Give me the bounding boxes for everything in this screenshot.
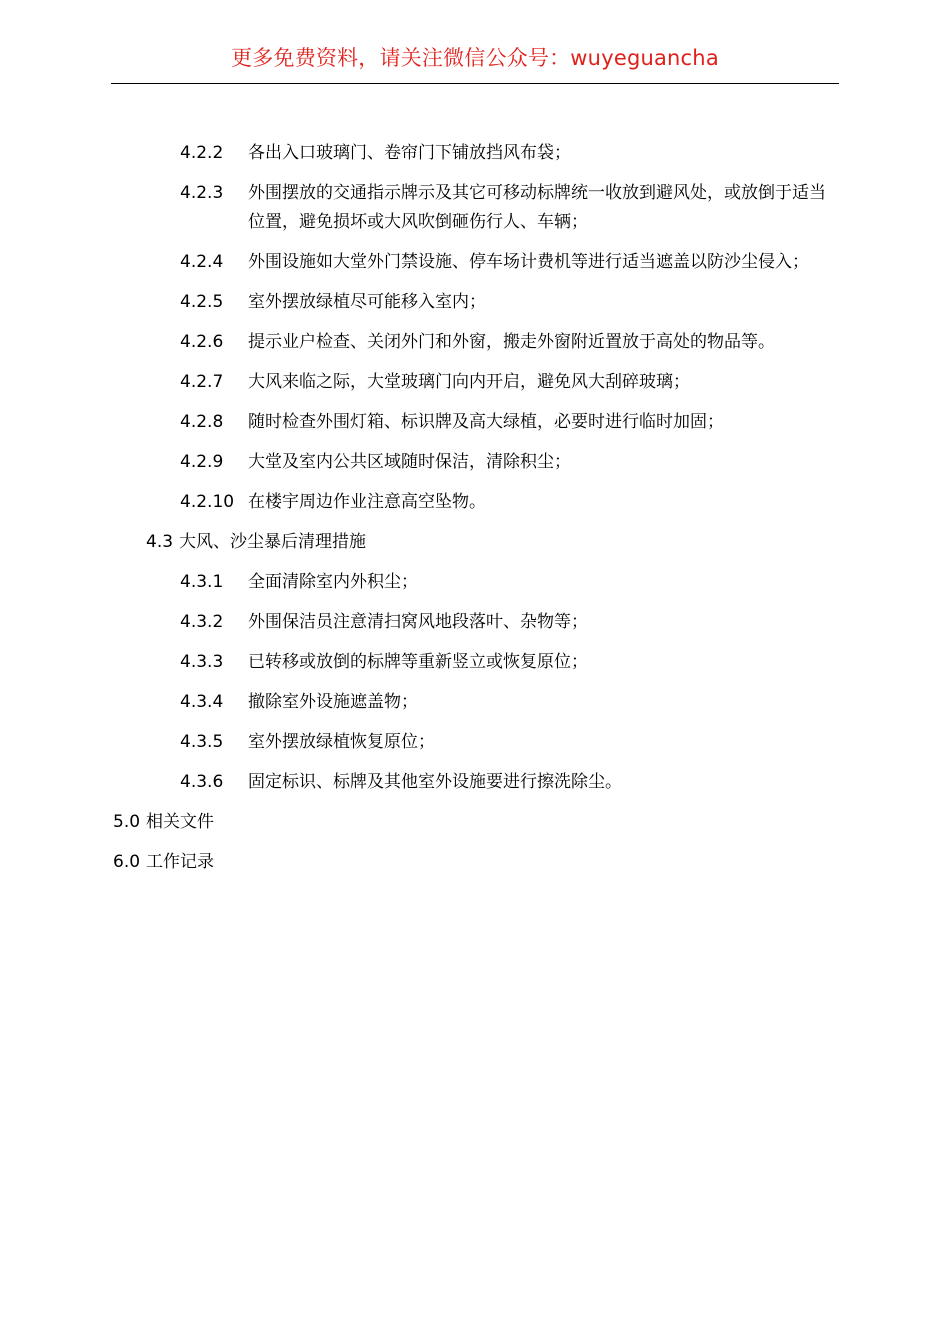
item-number: 4.2.10	[180, 492, 235, 512]
item-number: 4.2.6	[180, 332, 224, 352]
section-heading-6-0	[113, 848, 950, 877]
item-text: 各出入口玻璃门、卷帘门下铺放挡风布袋；	[248, 143, 571, 163]
item-number: 4.2.3	[180, 183, 224, 203]
item-number: 4.2.9	[180, 452, 224, 472]
list-item-4-2-5	[0, 288, 950, 317]
item-text: 室外摆放绿植恢复原位；	[248, 732, 435, 752]
list-item-4-2-10	[0, 488, 950, 517]
section-number: 6.0	[113, 852, 141, 872]
item-text: 室外摆放绿植尽可能移入室内；	[248, 292, 486, 312]
section-title: 相关文件	[146, 812, 215, 832]
item-text: 撤除室外设施遮盖物；	[248, 692, 418, 712]
list-item-4-2-9	[0, 448, 950, 477]
list-item-4-2-2	[0, 139, 950, 168]
section-heading-4-3	[146, 528, 950, 557]
item-text: 提示业户检查、关闭外门和外窗，搬走外窗附近置放于高处的物品等。	[248, 332, 775, 352]
list-item-4-3-5	[0, 728, 950, 757]
item-number: 4.2.8	[180, 412, 224, 432]
item-number: 4.2.4	[180, 252, 224, 272]
item-text: 外围保洁员注意清扫窝风地段落叶、杂物等；	[248, 612, 588, 632]
list-item-4-3-6	[0, 768, 950, 797]
list-item-4-3-1	[0, 568, 950, 597]
list-item-4-2-3	[0, 179, 950, 237]
item-number: 4.3.2	[180, 612, 224, 632]
list-item-4-3-4	[0, 688, 950, 717]
item-number: 4.3.4	[180, 692, 224, 712]
item-number: 4.2.2	[180, 143, 224, 163]
section-number: 4.3	[146, 532, 174, 552]
item-text: 大堂及室内公共区域随时保洁，清除积尘；	[248, 452, 571, 472]
item-number: 4.3.6	[180, 772, 224, 792]
item-text: 已转移或放倒的标牌等重新竖立或恢复原位；	[248, 652, 588, 672]
item-text: 外围摆放的交通指示牌示及其它可移动标牌统一收放到避风处，或放倒于适当位置，避免损坏或大风吹倒砸伤行人、车辆；	[248, 183, 826, 232]
item-number: 4.3.1	[180, 572, 224, 592]
list-item-4-2-7	[0, 368, 950, 397]
section-title: 大风、沙尘暴后清理措施	[179, 532, 367, 552]
section-title: 工作记录	[146, 852, 215, 872]
item-text: 固定标识、标牌及其他室外设施要进行擦洗除尘。	[248, 772, 622, 792]
item-text: 全面清除室内外积尘；	[248, 572, 418, 592]
header-divider	[111, 83, 839, 84]
header-banner: 更多免费资料，请关注微信公众号：wuyeguancha	[231, 46, 719, 70]
item-number: 4.3.3	[180, 652, 224, 672]
list-item-4-2-8	[0, 408, 950, 437]
item-text: 外围设施如大堂外门禁设施、停车场计费机等进行适当遮盖以防沙尘侵入；	[248, 252, 809, 272]
item-number: 4.3.5	[180, 732, 224, 752]
item-text: 随时检查外围灯箱、标识牌及高大绿植，必要时进行临时加固；	[248, 412, 724, 432]
item-number: 4.2.5	[180, 292, 224, 312]
list-item-4-3-3	[0, 648, 950, 677]
list-item-4-2-6	[0, 328, 950, 357]
item-text: 在楼宇周边作业注意高空坠物。	[248, 492, 486, 512]
list-item-4-2-4	[0, 248, 950, 277]
item-text: 大风来临之际，大堂玻璃门向内开启，避免风大刮碎玻璃；	[248, 372, 690, 392]
section-number: 5.0	[113, 812, 141, 832]
document-body	[0, 139, 950, 888]
list-item-4-3-2	[0, 608, 950, 637]
section-heading-5-0	[113, 808, 950, 837]
item-number: 4.2.7	[180, 372, 224, 392]
